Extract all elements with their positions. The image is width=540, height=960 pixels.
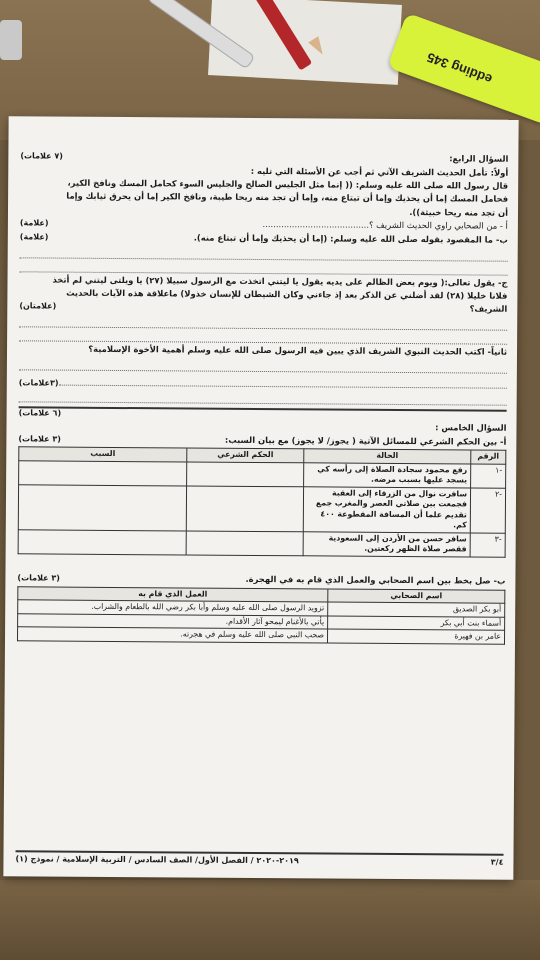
answer-line[interactable] bbox=[59, 372, 507, 388]
q4-c-line-3-row bbox=[19, 301, 507, 316]
col-header-companion: اسم الصحابي bbox=[328, 589, 505, 604]
row-case: سافرت نوال من الزرقاء إلى العقبة فجمعت بين صلاتي العصر والمغرب جمع تقديم علما أن المسافة المقطوعة ٤٠٠ كم. bbox=[303, 487, 470, 533]
q4-header bbox=[20, 150, 508, 165]
q4-c-line-3: الشريف؟ bbox=[469, 303, 508, 315]
page-footer bbox=[15, 850, 503, 868]
col-header-ruling: الحكم الشرعي bbox=[187, 448, 304, 462]
ruling-cell[interactable] bbox=[187, 462, 304, 487]
q5-a-row bbox=[18, 433, 506, 448]
q4-marks: (٧ علامات) bbox=[20, 151, 63, 161]
q4-a-marks: (علامة) bbox=[19, 218, 49, 228]
q4-c-marks: (علامتان) bbox=[19, 301, 57, 312]
ruling-cell[interactable] bbox=[186, 531, 303, 556]
reason-cell[interactable] bbox=[18, 530, 186, 555]
q4-b bbox=[20, 231, 508, 246]
ruling-cell[interactable] bbox=[186, 486, 303, 532]
reason-cell[interactable] bbox=[18, 485, 186, 531]
reason-cell[interactable] bbox=[19, 461, 187, 486]
q5-a-intro: أ- بين الحكم الشرعي للمسائل الآتية ( يجوز/ لا يجوز) مع بيان السبب: bbox=[224, 434, 507, 447]
table-row bbox=[18, 485, 505, 533]
companion-deed[interactable]: يأتي بالأغنام ليمحو آثار الأقدام. bbox=[18, 614, 328, 630]
footer-info: ٢٠١٩-٢٠٢٠ / الفصل الأول/ الصف السادس / التربية الإسلامية / نموذج (١) bbox=[15, 854, 299, 866]
col-header-deed: العمل الذي قام به bbox=[18, 587, 328, 603]
row-case: سافر حسن من الأردن إلى السعودية فقصر صلاة الظهر ركعتين. bbox=[303, 532, 470, 557]
q4-title: السؤال الرابع: bbox=[449, 153, 509, 164]
table-row bbox=[19, 461, 506, 488]
answer-line[interactable] bbox=[19, 390, 507, 406]
q4-second-intro: ثانياً- اكتب الحديث النبوي الشريف الذي يبين فيه الرسول صلى الله عليه وسلم أهمية الأخوة الإسلامية؟ bbox=[88, 344, 508, 357]
desk-surface-bottom bbox=[0, 880, 540, 960]
q4-first-intro: أولاً: تأمل الحديث الشريف الآتي ثم أجب عن الأسئلة التي تليه : bbox=[250, 165, 509, 178]
answer-line[interactable] bbox=[20, 259, 508, 275]
answer-line[interactable] bbox=[19, 329, 507, 345]
hadith-line-2: فحامل المسك إما أن يحذيك وإما أن تبتاع منه، وإما أن تجد منه ريحا طيبة، ونافخ الكير إما أن يحرق ثيابك وإما bbox=[66, 191, 509, 205]
hadith-line-3: أن تجد منه ريحا خبيثة)). bbox=[409, 206, 509, 218]
q4-c-line-2: فلانا خليلا (٢٨) لقد أضلني عن الذكر بعد إذ جاءني وكان الشيطان للإنسان خذولا) ماعلاقة هذه الآيات بالحديث bbox=[66, 287, 508, 301]
hadith-line-1: قال رسول الله صلى الله عليه وسلم: (( إنما مثل الجليس الصالح والجليس السوء كحامل المسك ونافخ الكير، bbox=[67, 177, 509, 191]
companion-deed[interactable]: صحب النبي صلى الله عليه وسلم في هجرته. bbox=[17, 627, 327, 643]
row-num: -١ bbox=[471, 464, 506, 488]
row-num: -٢ bbox=[470, 488, 505, 533]
row-case: رفع محمود سجادة الصلاة إلى رأسه كي يسجد عليها بسبب مرضه. bbox=[304, 463, 471, 488]
binder-clip bbox=[0, 20, 22, 60]
q5-b-intro: ب- صل بخط بين اسم الصحابي والعمل الذي قام به في الهجرة. bbox=[245, 573, 506, 586]
table-row bbox=[17, 627, 504, 644]
q5-a-marks: (٣ علامات) bbox=[18, 433, 61, 444]
q5-section-marks: (٦ علامات) bbox=[18, 408, 62, 418]
col-header-num: الرقم bbox=[471, 450, 506, 464]
q4-second-marks-row bbox=[19, 371, 507, 392]
q4-second-marks: (٣علامات) bbox=[18, 377, 59, 388]
q5-title: السؤال الخامس : bbox=[435, 422, 507, 433]
exam-content bbox=[15, 150, 508, 873]
highlighter-label: edding 345 bbox=[425, 49, 494, 88]
q4-a-text: أ - من الصحابي راوي الحديث الشريف ؟........................................ bbox=[262, 219, 508, 231]
q4-a bbox=[20, 217, 508, 232]
row-num: -٣ bbox=[470, 533, 505, 557]
table-row bbox=[18, 530, 505, 557]
col-header-case: الحالة bbox=[304, 449, 471, 464]
paper-under bbox=[208, 0, 402, 85]
q4-c-line-1: ج- يقول تعالى:( ويوم يعض الظالم على يديه يقول يا ليتني اتخذت مع الرسول سبيلا (٢٧) يا ويلتى ليتني لم أتخذ bbox=[52, 274, 508, 288]
companion-name[interactable]: أسماء بنت أبي بكر bbox=[328, 616, 505, 631]
q5-b-row bbox=[17, 572, 505, 587]
q4-c-line-2-row bbox=[19, 287, 507, 302]
q4-b-marks: (علامة) bbox=[19, 232, 49, 242]
exam-sheet bbox=[3, 116, 518, 880]
col-header-reason: السبب bbox=[19, 447, 187, 462]
ruling-table bbox=[18, 447, 507, 558]
q4-b-text: ب- ما المقصود بقوله صلى الله عليه وسلم: (إما أن يحذيك وإما أن تبتاع منه). bbox=[193, 232, 508, 245]
q5-b-marks: (٣ علامات) bbox=[17, 573, 60, 583]
companion-deed[interactable]: تزويد الرسول صلى الله عليه وسلم وأبا بكر رضي الله بالطعام والشراب. bbox=[18, 600, 328, 616]
q5-section bbox=[17, 407, 507, 645]
page-number: ٣/٤ bbox=[490, 857, 504, 867]
companion-name[interactable]: أبو بكر الصديق bbox=[328, 602, 505, 617]
matching-table bbox=[17, 586, 505, 644]
companion-name[interactable]: عامر بن فهيرة bbox=[327, 629, 504, 644]
